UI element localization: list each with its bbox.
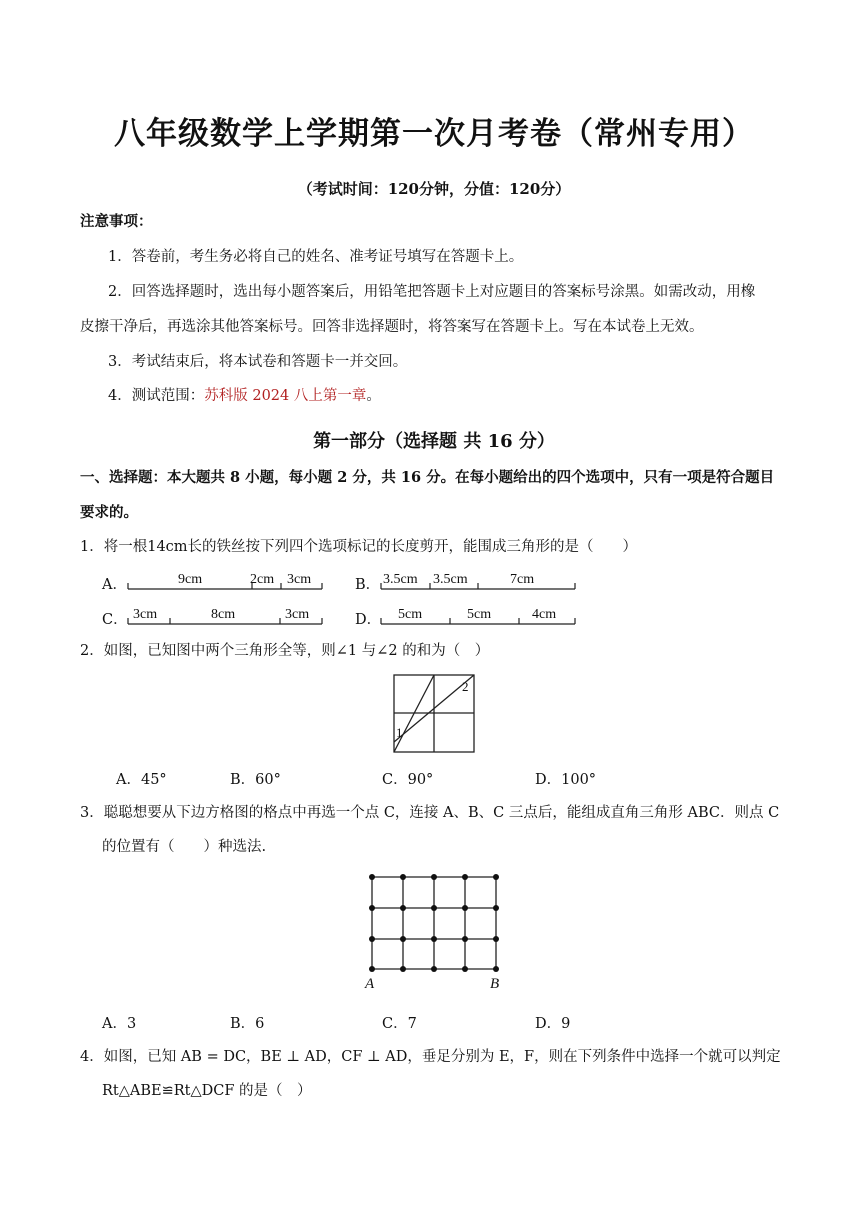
q2-option-d: D．100° (535, 772, 597, 788)
q3-option-d: D．9 (535, 1016, 571, 1032)
q1-d-seg1: 5cm (398, 607, 423, 622)
q1-d-seg3: 4cm (532, 607, 557, 622)
q2-angle-1-label: 1 (396, 725, 403, 740)
q2-option-a: A．45° (116, 772, 167, 788)
q2-stem: 2．如图，已知图中两个三角形全等，则∠1 与∠2 的和为（ ） (80, 643, 490, 659)
q1-b-seg3: 7cm (510, 572, 535, 587)
note-4-prefix: 4．测试范围： (108, 388, 205, 404)
q3-stem-line1: 3．聪聪想要从下边方格图的格点中再选一个点 C，连接 A、B、C 三点后，能组成直角三角形 ABC．则点 C (80, 805, 780, 821)
section-instructions-line2: 要求的。 (80, 504, 138, 521)
q4-stem-line2: Rt△ABE≌Rt△DCF 的是（ ） (102, 1083, 312, 1099)
q1-a-seg1: 9cm (178, 572, 203, 587)
q1-c-seg3: 3cm (285, 607, 310, 622)
section-title: 第一部分（选择题 共 16 分） (313, 431, 555, 452)
q1-c-seg2: 8cm (211, 607, 236, 622)
q3-grid (372, 877, 496, 969)
exam-info: （考试时间：120分钟，分值：120分） (297, 180, 571, 198)
q3-option-b: B．6 (230, 1016, 265, 1032)
q1-option-d-label: D． (355, 612, 382, 628)
q3-point-a-label: A (365, 976, 375, 992)
notes-heading: 注意事项： (80, 213, 153, 230)
q1-option-b-label: B． (355, 577, 381, 593)
test-range: 苏科版 2024 八上第一章 (204, 388, 367, 404)
q1-a-seg3: 3cm (287, 572, 312, 587)
q1-b-seg1: 3.5cm (383, 572, 418, 587)
q1-option-a-label: A． (102, 577, 127, 593)
q2-option-c: C．90° (382, 772, 434, 788)
q1-option-c-label: C． (102, 612, 128, 628)
q2-angle-2-label: 2 (462, 679, 469, 694)
q3-option-c: C．7 (382, 1016, 417, 1032)
q1-stem: 1．将一根14cm长的铁丝按下列四个选项标记的长度剪开，能围成三角形的是（ ） (80, 539, 638, 555)
q3-point-b-label: B (490, 976, 500, 992)
note-2-line2: 皮擦干净后，再选涂其他答案标号。回答非选择题时，将答案写在答题卡上。写在本试卷上无效。 (80, 319, 704, 335)
page-title: 八年级数学上学期第一次月考卷（常州专用） (114, 116, 754, 152)
q1-d-seg2: 5cm (467, 607, 492, 622)
note-3: 3．考试结束后，将本试卷和答题卡一并交回。 (108, 354, 408, 370)
q1-b-seg2: 3.5cm (433, 572, 468, 587)
note-2-line1: 2．回答选择题时，选出每小题答案后，用铅笔把答题卡上对应题目的答案标号涂黑。如需改动，用橡 (108, 284, 756, 300)
note-1: 1．答卷前，考生务必将自己的姓名、准考证号填写在答题卡上。 (108, 249, 524, 265)
q2-option-b: B．60° (230, 772, 281, 788)
q1-a-seg2: 2cm (250, 572, 275, 587)
q1-c-seg1: 3cm (133, 607, 158, 622)
q3-stem-line2: 的位置有（ ）种选法. (102, 839, 267, 855)
section-instructions-line1: 一、选择题：本大题共 8 小题，每小题 2 分，共 16 分。在每小题给出的四个选项中，只有一项是符合题目 (80, 469, 775, 486)
note-4-suffix: 。 (366, 388, 381, 404)
q4-stem-line1: 4．如图，已知 AB = DC，BE ⊥ AD，CF ⊥ AD，垂足分别为 E，F，则在下列条件中选择一个就可以判定 (80, 1049, 781, 1065)
q3-option-a: A．3 (102, 1016, 137, 1032)
